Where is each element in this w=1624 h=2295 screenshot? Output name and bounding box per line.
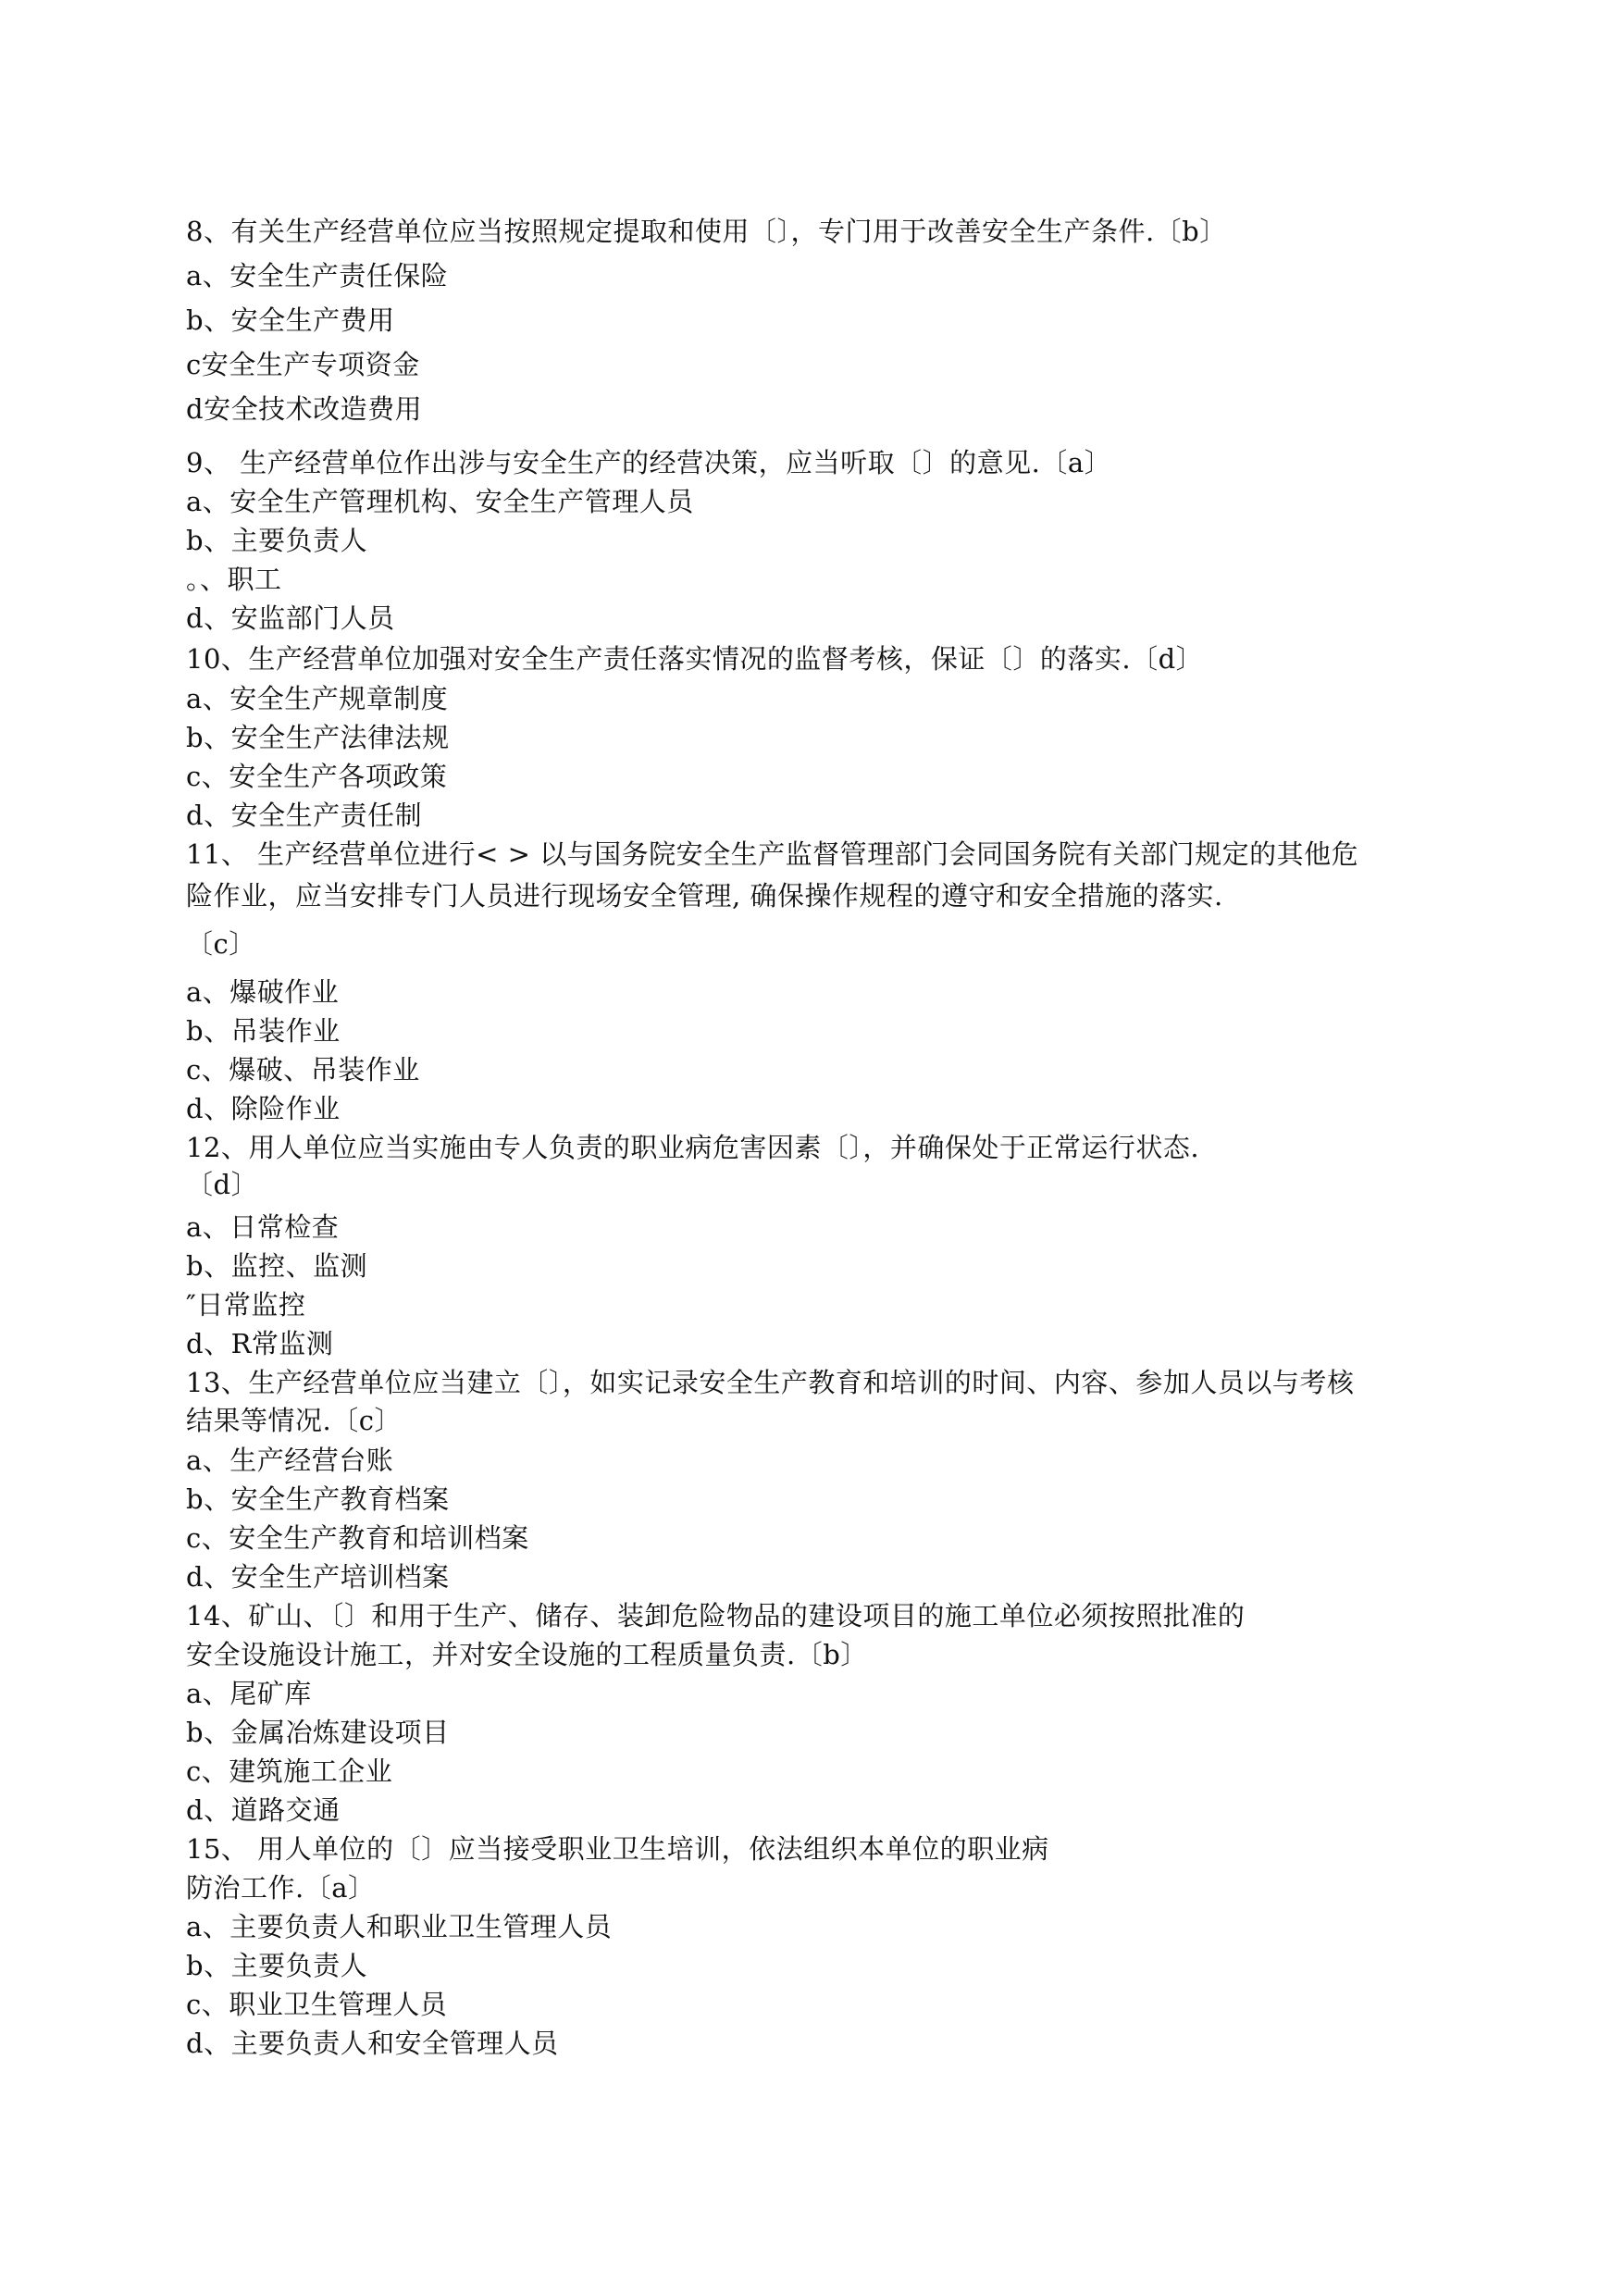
option-line: d、安监部门人员 xyxy=(186,602,395,634)
option-line: a、安全生产规章制度 xyxy=(186,683,449,714)
question-15: 15、 用人单位的〔〕应当接受职业卫生培训，依法组织本单位的职业病 xyxy=(186,1833,1049,1865)
option-line: b、金属冶炼建设项目 xyxy=(186,1717,450,1748)
option-line: d、安全生产培训档案 xyxy=(186,1561,450,1593)
option-line: c安全生产专项资金 xyxy=(186,349,420,380)
option-line: a、主要负责人和职业卫生管理人员 xyxy=(186,1911,613,1942)
option-line: c、安全生产各项政策 xyxy=(186,761,448,792)
option-line: d、主要负责人和安全管理人员 xyxy=(186,2028,559,2059)
question-11-continued: 险作业，应当安排专门人员进行现场安全管理, 确保操作规程的遵守和安全措施的落实. xyxy=(186,880,1223,912)
question-10: 10、生产经营单位加强对安全生产责任落实情况的监督考核，保证〔〕的落实.〔d〕 xyxy=(186,643,1204,675)
option-line: ″日常监控 xyxy=(186,1289,306,1321)
option-line: d、道路交通 xyxy=(186,1794,341,1826)
option-line: a、生产经营台账 xyxy=(186,1445,394,1476)
option-line: b、主要负责人 xyxy=(186,525,368,556)
question-14: 14、矿山、〔〕和用于生产、储存、装卸危险物品的建设项目的施工单位必须按照批准的 xyxy=(186,1600,1246,1631)
option-line: a、日常检查 xyxy=(186,1211,340,1243)
option-line: a、尾矿库 xyxy=(186,1678,312,1709)
question-13-continued: 结果等情况.〔c〕 xyxy=(186,1405,402,1436)
question-12: 12、用人单位应当实施由专人负责的职业病危害因素〔〕，并确保处于正常运行状态. xyxy=(186,1132,1200,1163)
option-line: b、吊装作业 xyxy=(186,1015,341,1047)
option-line: b、主要负责人 xyxy=(186,1950,368,1981)
question-9: 9、 生产经营单位作出涉与安全生产的经营决策，应当听取〔〕的意见.〔a〕 xyxy=(186,447,1112,478)
option-line: b、监控、监测 xyxy=(186,1250,368,1282)
option-line: a、安全生产责任保险 xyxy=(186,260,449,292)
option-line: c、爆破、吊装作业 xyxy=(186,1054,420,1085)
option-line: a、爆破作业 xyxy=(186,976,340,1008)
option-line: b、安全生产费用 xyxy=(186,304,395,336)
option-line: b、安全生产法律法规 xyxy=(186,722,450,753)
option-line: d、安全生产责任制 xyxy=(186,800,423,831)
question-15-continued: 防治工作.〔a〕 xyxy=(186,1872,376,1904)
option-line: d、R常监测 xyxy=(186,1328,334,1359)
option-line: c、建筑施工企业 xyxy=(186,1755,393,1787)
question-13: 13、生产经营单位应当建立〔〕，如实记录安全生产教育和培训的时间、内容、参加人员以与考核 xyxy=(186,1367,1355,1398)
option-line: d、除险作业 xyxy=(186,1093,341,1124)
option-line: d安全技术改造费用 xyxy=(186,393,423,425)
option-line: a、安全生产管理机构、安全生产管理人员 xyxy=(186,486,694,517)
question-11-answer: 〔c〕 xyxy=(186,928,256,960)
question-11: 11、 生产经营单位进行< > 以与国务院安全生产监督管理部门会同国务院有关部门规定的其他危 xyxy=(186,838,1359,870)
option-line: 。、职工 xyxy=(186,564,282,595)
option-line: c、职业卫生管理人员 xyxy=(186,1989,448,2020)
question-14-continued: 安全设施设计施工，并对安全设施的工程质量负责.〔b〕 xyxy=(186,1639,868,1670)
option-line: c、安全生产教育和培训档案 xyxy=(186,1522,529,1554)
option-line: b、安全生产教育档案 xyxy=(186,1483,450,1515)
question-12-answer: 〔d〕 xyxy=(186,1169,259,1200)
question-8: 8、有关生产经营单位应当按照规定提取和使用〔〕，专门用于改善安全生产条件.〔b〕 xyxy=(186,216,1227,247)
